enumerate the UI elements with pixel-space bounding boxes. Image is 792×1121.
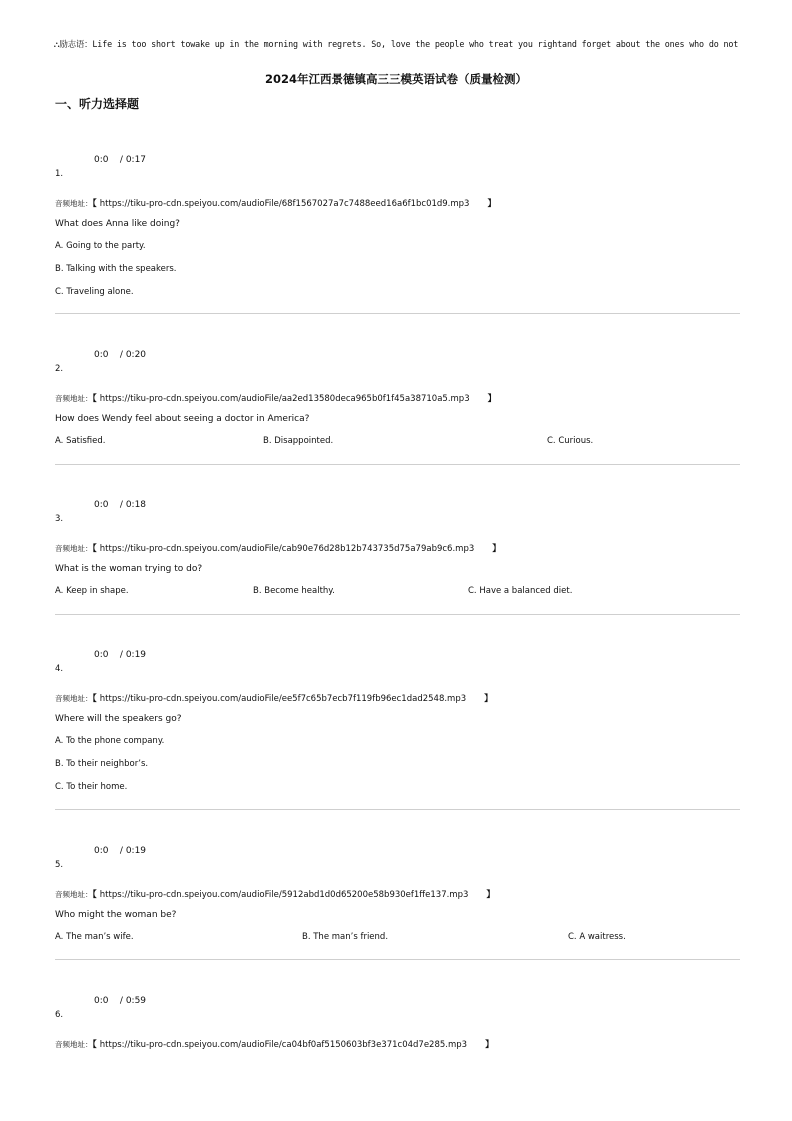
option-c: C. To their home. [55, 782, 128, 792]
question-text: Where will the speakers go? [55, 714, 182, 724]
audio-player[interactable]: 0:0 / 0:18 [94, 500, 147, 510]
audio-url-link[interactable]: https://tiku-pro-cdn.speiyou.com/audioFile/ca04bf0af5150603bf3e371c04d7e285.mp3 [99, 1040, 468, 1050]
option-a: A. Keep in shape. [55, 586, 129, 596]
option-b: B. The man’s friend. [302, 932, 389, 942]
question-text: Who might the woman be? [55, 910, 177, 920]
question-text: What is the woman trying to do? [55, 564, 203, 574]
audio-address-label: 音频地址： [55, 1040, 93, 1049]
audio-address-label: 音频地址： [55, 694, 93, 703]
audio-url-link[interactable]: https://tiku-pro-cdn.speiyou.com/audioFile/aa2ed13580deca965b0f1f45a38710a5.mp3 [99, 394, 470, 404]
option-a: A. The man’s wife. [55, 932, 134, 942]
bracket-close: 】 [486, 890, 495, 900]
divider [55, 809, 740, 810]
bracket-open: 【 [92, 694, 97, 704]
option-c: C. Curious. [547, 436, 594, 446]
divider [55, 464, 740, 465]
section-heading: 一、听力选择题 [55, 97, 140, 111]
option-a: A. Satisfied. [55, 436, 106, 446]
audio-url-link[interactable]: https://tiku-pro-cdn.speiyou.com/audioFile/ee5f7c65b7ecb7f119fb96ec1dad2548.mp3 [99, 694, 467, 704]
option-b: B. To their neighbor’s. [55, 759, 149, 769]
bracket-open: 【 [92, 544, 97, 554]
divider [55, 959, 740, 960]
audio-player[interactable]: 0:0 / 0:19 [94, 846, 147, 856]
divider [55, 313, 740, 314]
bracket-open: 【 [92, 199, 97, 209]
option-a: A. Going to the party. [55, 241, 146, 251]
audio-address-line [55, 888, 495, 900]
audio-address-line [55, 197, 496, 209]
audio-player[interactable]: 0:0 / 0:17 [94, 155, 147, 165]
question-number: 1. [55, 169, 64, 179]
question-number: 3. [55, 514, 64, 524]
audio-address-label: 音频地址： [55, 394, 93, 403]
question-text: How does Wendy feel about seeing a doctor in America? [55, 414, 310, 424]
audio-address-label: 音频地址： [55, 544, 93, 553]
option-c: C. Traveling alone. [55, 287, 134, 297]
bracket-close: 】 [485, 1040, 494, 1050]
bracket-open: 【 [92, 890, 97, 900]
option-b: B. Talking with the speakers. [55, 264, 177, 274]
audio-player[interactable]: 0:0 / 0:20 [94, 350, 147, 360]
audio-player[interactable]: 0:0 / 0:59 [94, 996, 147, 1006]
question-number: 2. [55, 364, 64, 374]
question-text: What does Anna like doing? [55, 219, 180, 229]
option-b: B. Become healthy. [253, 586, 335, 596]
option-c: C. Have a balanced diet. [468, 586, 573, 596]
question-number: 4. [55, 664, 64, 674]
bracket-close: 】 [484, 694, 493, 704]
audio-address-line [55, 1038, 494, 1050]
audio-url-link[interactable]: https://tiku-pro-cdn.speiyou.com/audioFile/cab90e76d28b12b743735d75a79ab9c6.mp3 [99, 544, 475, 554]
audio-player[interactable]: 0:0 / 0:19 [94, 650, 147, 660]
bracket-close: 】 [487, 199, 496, 209]
audio-url-link[interactable]: https://tiku-pro-cdn.speiyou.com/audioFile/68f1567027a7c7488eed16a6f1bc01d9.mp3 [99, 199, 470, 209]
audio-url-link[interactable]: https://tiku-pro-cdn.speiyou.com/audioFile/5912abd1d0d65200e58b930ef1ffe137.mp3 [99, 890, 469, 900]
question-number: 6. [55, 1010, 64, 1020]
motto-banner: ⛬励志语：Life is too short towake up in the morning with regrets. So, love the people who treat you rightand forget about the ones who do not [53, 39, 739, 49]
page-title: 2024年江西景德镇高三三模英语试卷（质量检测） [264, 72, 527, 86]
bracket-close: 】 [487, 394, 497, 404]
bracket-open: 【 [92, 1040, 97, 1050]
bracket-open: 【 [92, 394, 97, 404]
audio-address-label: 音频地址： [55, 890, 93, 899]
audio-address-line [55, 392, 496, 404]
audio-address-line [55, 542, 501, 554]
option-a: A. To the phone company. [55, 736, 165, 746]
option-b: B. Disappointed. [263, 436, 334, 446]
question-number: 5. [55, 860, 64, 870]
bracket-close: 】 [492, 544, 501, 554]
divider [55, 614, 740, 615]
audio-address-line [55, 692, 493, 704]
option-c: C. A waitress. [568, 932, 626, 942]
audio-address-label: 音频地址： [55, 199, 93, 208]
